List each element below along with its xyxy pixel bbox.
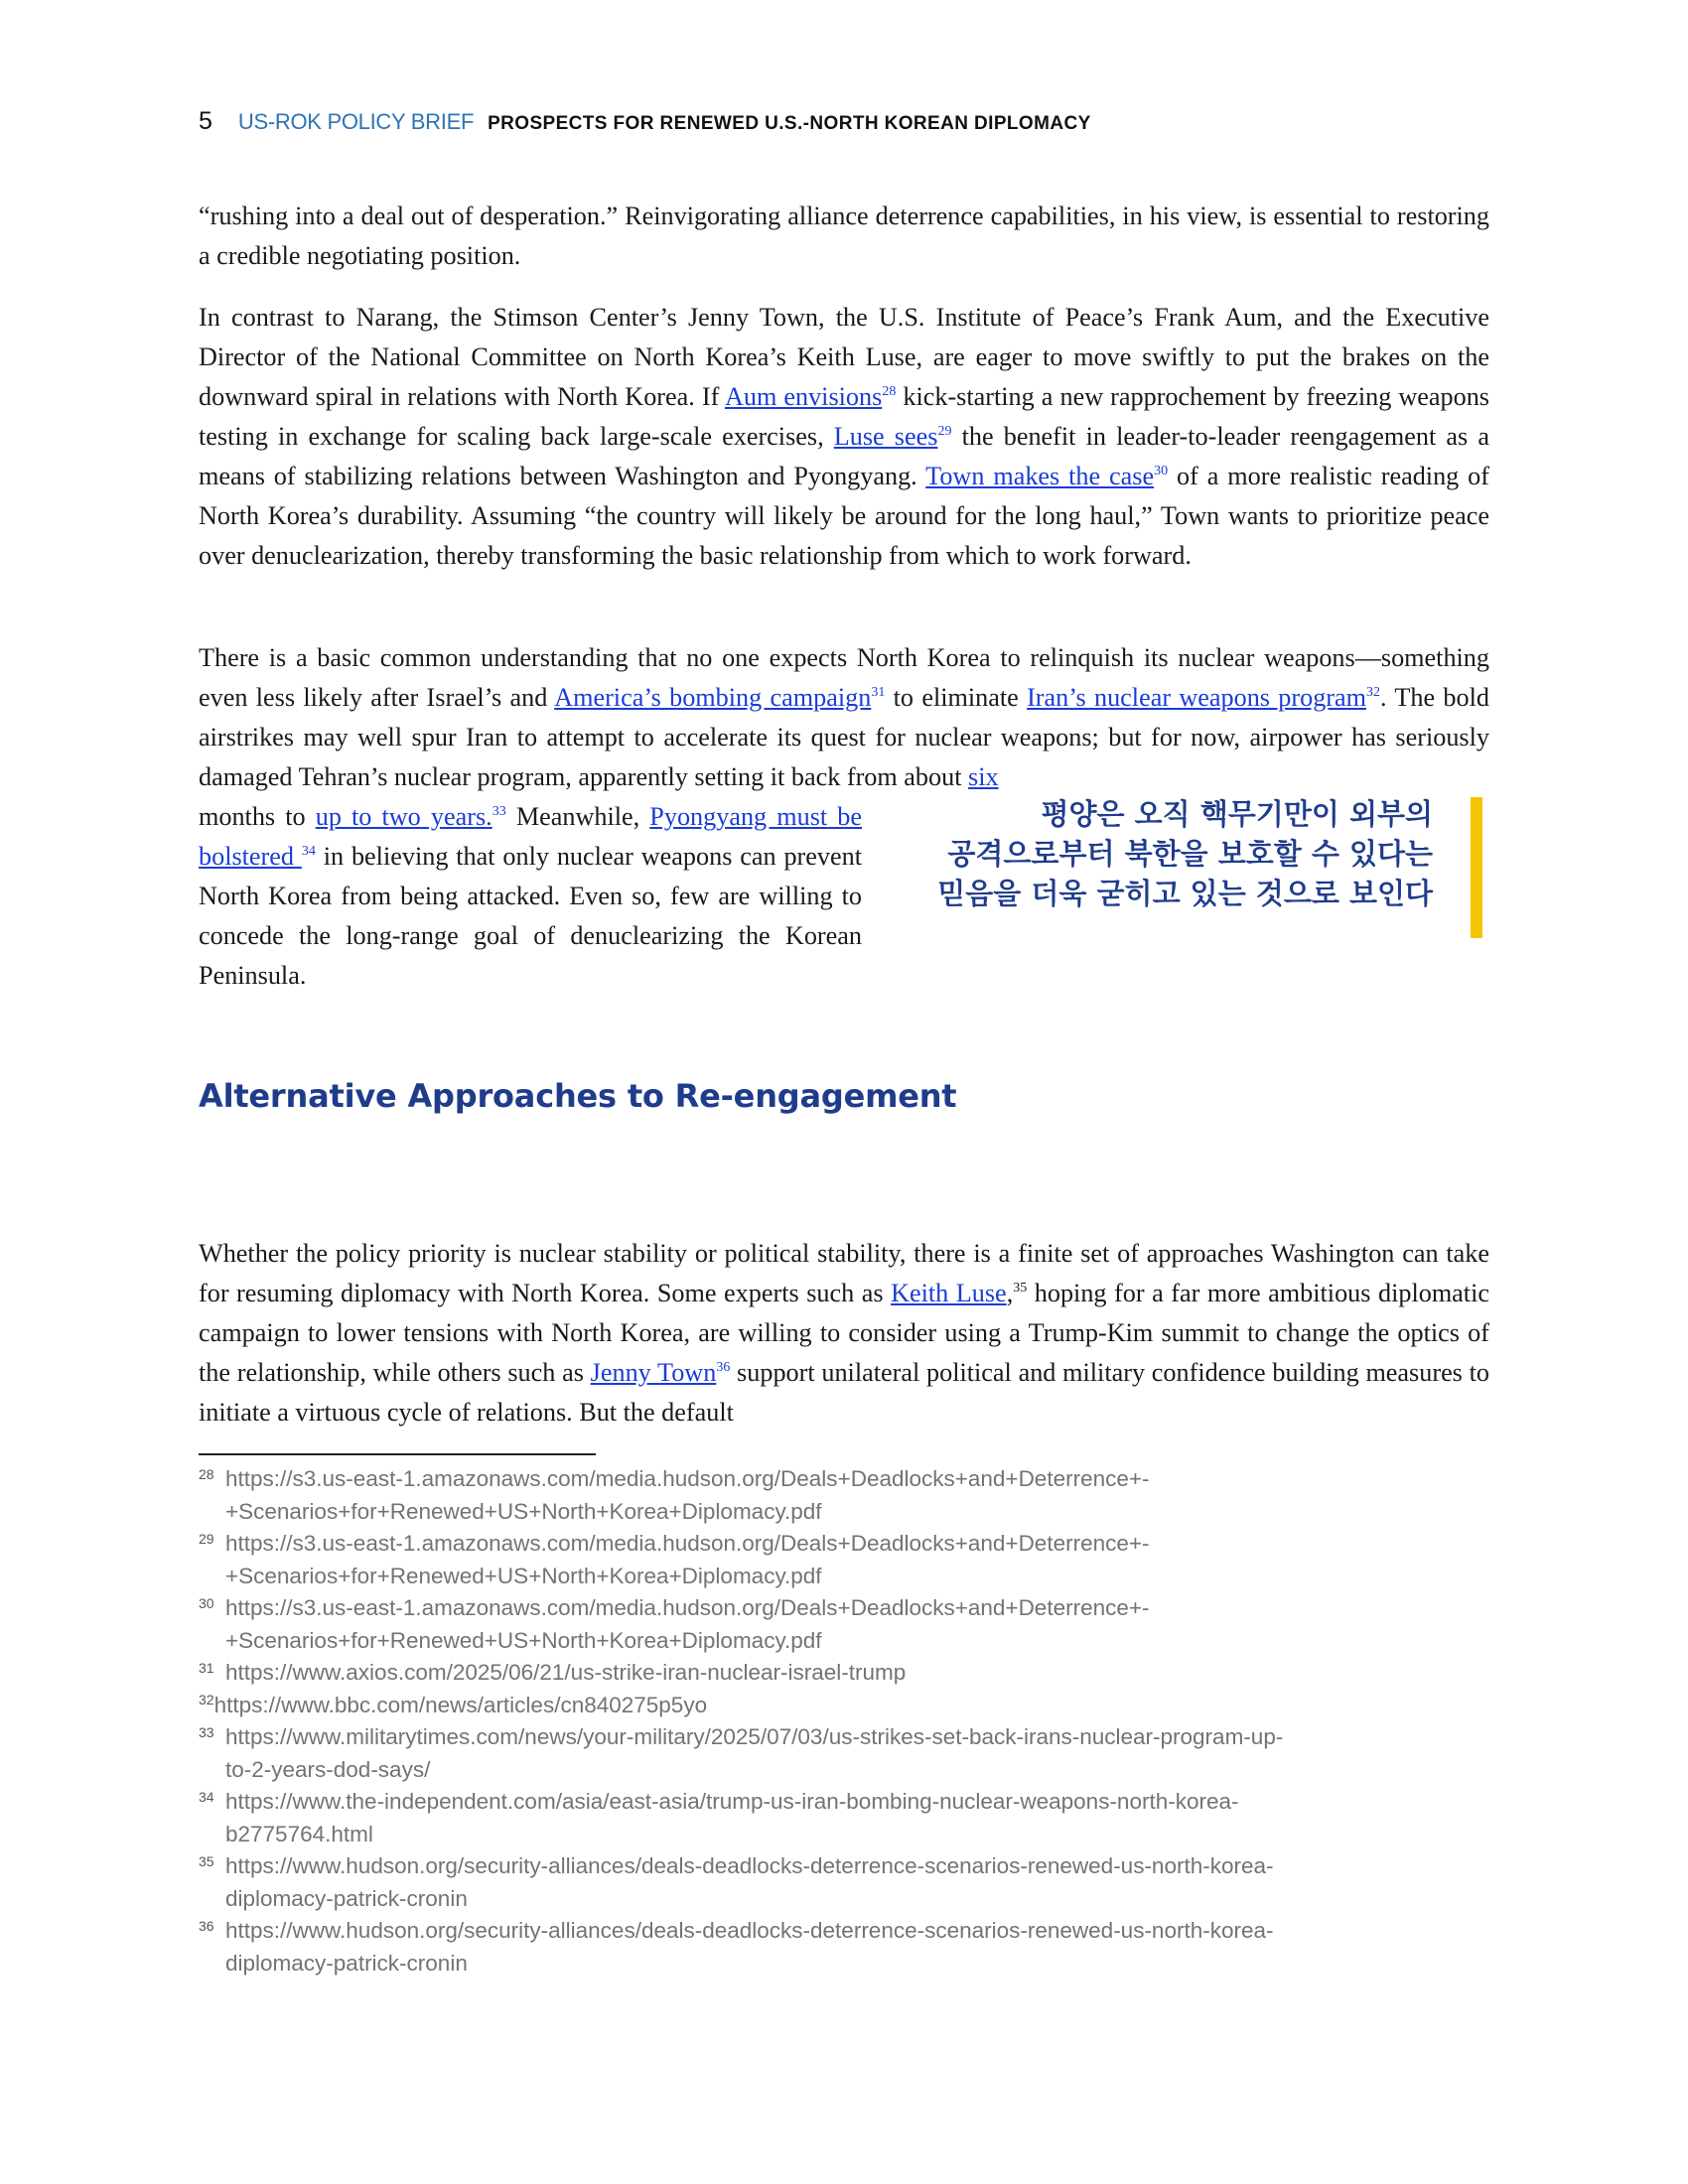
pull-quote — [899, 794, 1484, 943]
footnote-url[interactable]: https://www.militarytimes.com/news/your-military/2025/07/03/us-strikes-set-back-irans-nuclear-program-up- — [225, 1724, 1284, 1749]
footnote-number: 32 — [199, 1691, 214, 1707]
footnote-ref-33[interactable]: 33 — [492, 804, 506, 819]
footnote-ref-32[interactable]: 32 — [1366, 685, 1381, 700]
footnote-separator — [199, 1453, 596, 1455]
link-town-makes-the-case[interactable]: Town makes the case — [925, 462, 1155, 490]
footnote-ref-31[interactable]: 31 — [871, 685, 886, 700]
footnote-url-continued[interactable]: b2775764.html — [225, 1821, 373, 1846]
footnote-35 — [199, 1850, 1489, 1915]
footnote-url-continued[interactable]: diplomacy-patrick-cronin — [225, 1950, 468, 1976]
body-paragraph-3 — [199, 638, 1489, 797]
footnote-number: 30 — [199, 1595, 214, 1611]
footnote-number: 35 — [199, 1853, 214, 1869]
footnote-url-continued[interactable]: +Scenarios+for+Renewed+US+North+Korea+Diplomacy.pdf — [225, 1498, 822, 1524]
footnote-number: 36 — [199, 1918, 214, 1934]
footnote-url[interactable]: https://s3.us-east-1.amazonaws.com/media.hudson.org/Deals+Deadlocks+and+Deterrence+- — [225, 1531, 1150, 1556]
footnote-32 — [199, 1690, 1489, 1722]
footnote-number: 28 — [199, 1466, 214, 1482]
footnote-url[interactable]: https://www.hudson.org/security-alliances/deals-deadlocks-deterrence-scenarios-renewed-us-north-korea- — [225, 1918, 1274, 1943]
paragraph-text: months to — [199, 802, 316, 831]
link-luse-sees[interactable]: Luse sees — [833, 422, 938, 451]
link-americas-bombing-campaign[interactable]: America’s bombing campaign — [554, 683, 872, 712]
footnote-url-continued[interactable]: to-2-years-dod-says/ — [225, 1756, 431, 1782]
footnote-ref-30[interactable]: 30 — [1154, 464, 1169, 478]
footnote-url[interactable]: https://s3.us-east-1.amazonaws.com/media.hudson.org/Deals+Deadlocks+and+Deterrence+- — [225, 1595, 1150, 1620]
series-label: US-ROK POLICY BRIEF — [237, 109, 475, 134]
footnote-number: 33 — [199, 1724, 214, 1740]
paragraph-text: hoping for a far more ambitious diplomatic campaign to lower tensions with North Korea, are willing to consider using a Trump-Kim summit to change the optics of the relationship, while others such as — [199, 1279, 1489, 1387]
paragraph-text: Meanwhile, — [505, 802, 650, 831]
pull-quote-line: 믿음을 더욱 굳히고 있는 것으로 보인다 — [937, 877, 1433, 910]
pull-quote-line: 평양은 오직 핵무기만이 외부의 — [1041, 797, 1433, 831]
footnote-url[interactable]: https://www.hudson.org/security-alliances/deals-deadlocks-deterrence-scenarios-renewed-us-north-korea- — [225, 1853, 1274, 1878]
footnote-31 — [199, 1657, 1489, 1690]
paragraph-text: the benefit in leader-to-leader reengagement as a means of stabilizing relations between Washington and Pyongyang. — [199, 422, 1489, 490]
footnote-url[interactable]: https://www.bbc.com/news/articles/cn840275p5yo — [213, 1692, 708, 1717]
footnote-ref-29[interactable]: 29 — [937, 424, 952, 439]
page-header — [199, 107, 1091, 137]
footnote-ref-28[interactable]: 28 — [882, 384, 897, 399]
paragraph-text: Whether the policy priority is nuclear stability or political stability, there is a finite set of approaches Washington can take for resuming diplomacy with North Korea. Some experts such as — [199, 1239, 1489, 1307]
link-pyongyang-must-be-bolstered[interactable]: Pyongyang must be bolstered — [199, 802, 862, 871]
paragraph-text: to eliminate — [885, 683, 1028, 712]
footnote-url-continued[interactable]: +Scenarios+for+Renewed+US+North+Korea+Diplomacy.pdf — [225, 1627, 822, 1653]
section-heading: Alternative Approaches to Re-engagement — [199, 1077, 957, 1115]
body-paragraph-1: “rushing into a deal out of desperation.” Reinvigorating alliance deterrence capabilities, in his view, is essential to restoring a credible negotiating position. — [199, 202, 1489, 270]
link-six[interactable]: six — [968, 762, 999, 791]
pull-quote-accent-bar — [1471, 797, 1482, 938]
footnote-ref-35[interactable]: 35 — [1013, 1281, 1028, 1296]
paragraph-text: in believing that only nuclear weapons can prevent North Korea from being attacked. Even so, few are willing to concede the long-range goal of denuclearizing the Korean Peninsula. — [199, 842, 862, 990]
paragraph-text: of a more realistic reading of North Korea’s durability. Assuming “the country will likely be around for the long haul,” Town wants to prioritize peace over denuclearization, thereby transforming the basic relationship from which to work forward. — [199, 462, 1489, 570]
running-title: PROSPECTS FOR RENEWED U.S.-NORTH KOREAN DIPLOMACY — [488, 113, 1091, 134]
footnote-29 — [199, 1528, 1489, 1592]
body-paragraph-3-continued — [199, 797, 862, 996]
footnote-28 — [199, 1463, 1489, 1528]
link-jenny-town[interactable]: Jenny Town — [590, 1358, 717, 1387]
paragraph-text: . The bold airstrikes may well spur Iran to attempt to accelerate its quest for nuclear weapons; but for now, airpower has seriously damaged Tehran’s nuclear program, apparently setting it back from about — [199, 683, 1489, 791]
paragraph-text: kick-starting a new rapprochement by freezing weapons testing in exchange for scaling back large-scale exercises, — [199, 382, 1489, 451]
paragraph-text: support unilateral political and military confidence building measures to initiate a virtuous cycle of relations. But the default — [199, 1358, 1489, 1427]
footnote-number: 31 — [199, 1660, 214, 1676]
footnote-url[interactable]: https://www.axios.com/2025/06/21/us-strike-iran-nuclear-israel-trump — [225, 1660, 907, 1685]
footnotes-list — [199, 1463, 1489, 1979]
link-keith-luse[interactable]: Keith Luse — [891, 1279, 1007, 1307]
link-irans-nuclear-weapons-program[interactable]: Iran’s nuclear weapons program — [1027, 683, 1367, 712]
footnote-url-continued[interactable]: +Scenarios+for+Renewed+US+North+Korea+Diplomacy.pdf — [225, 1563, 822, 1588]
footnote-30 — [199, 1592, 1489, 1657]
footnote-33 — [199, 1721, 1489, 1786]
link-up-to-two-years[interactable]: up to two years. — [315, 802, 492, 831]
footnote-36 — [199, 1915, 1489, 1979]
page-number: 5 — [199, 107, 212, 135]
pull-quote-text — [937, 794, 1433, 913]
paragraph-text: , — [1006, 1279, 1014, 1307]
paragraph-text: In contrast to Narang, the Stimson Center’s Jenny Town, the U.S. Institute of Peace’s Frank Aum, and the Executive Director of the National Committee on North Korea’s Keith Luse, are eager to move swiftly to put the brakes on the downward spiral in relations with North Korea. If — [199, 303, 1489, 411]
footnote-ref-36[interactable]: 36 — [716, 1360, 731, 1375]
link-aum-envisions[interactable]: Aum envisions — [724, 382, 883, 411]
footnote-ref-34[interactable]: 34 — [301, 844, 316, 859]
footnote-34 — [199, 1786, 1489, 1850]
footnote-url[interactable]: https://www.the-independent.com/asia/east-asia/trump-us-iran-bombing-nuclear-weapons-north-korea- — [225, 1789, 1239, 1814]
footnote-number: 34 — [199, 1789, 214, 1805]
footnote-url[interactable]: https://s3.us-east-1.amazonaws.com/media.hudson.org/Deals+Deadlocks+and+Deterrence+- — [225, 1466, 1150, 1491]
footnote-number: 29 — [199, 1531, 214, 1547]
body-paragraph-4 — [199, 1234, 1489, 1433]
body-paragraph-2 — [199, 298, 1489, 576]
paragraph-text: There is a basic common understanding that no one expects North Korea to relinquish its nuclear weapons—something even less likely after Israel’s and — [199, 643, 1489, 712]
footnote-url-continued[interactable]: diplomacy-patrick-cronin — [225, 1885, 468, 1911]
pull-quote-line: 공격으로부터 북한을 보호할 수 있다는 — [947, 837, 1433, 871]
